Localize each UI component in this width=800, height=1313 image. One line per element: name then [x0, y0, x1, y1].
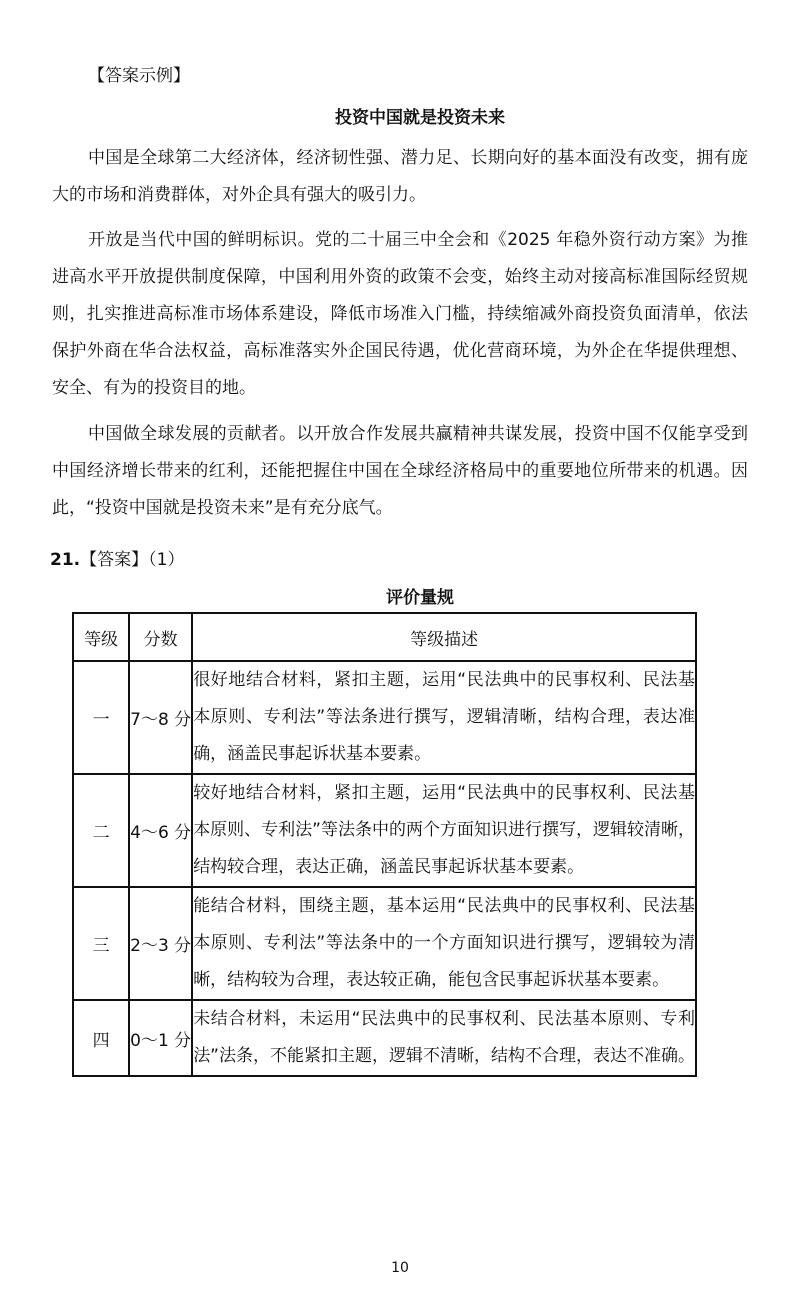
table-row — [73, 661, 696, 774]
header-level: 等级 — [73, 613, 129, 661]
table-header-row — [73, 613, 696, 661]
essay-line: 则，扎实推进高标准市场体系建设，降低市场准入门槛，持续缩减外商投资负面清单，依法 — [52, 304, 748, 324]
answer-example-label: 【答案示例】 — [88, 66, 190, 86]
essay-line: 此，“投资中国就是投资未来”是有充分底气。 — [52, 498, 393, 518]
description-cell — [192, 774, 696, 887]
essay-line: 开放是当代中国的鲜明标识。党的二十届三中全会和《2025 年稳外资行动方案》为推 — [88, 230, 748, 250]
score-cell: 0～1 分 — [129, 1000, 192, 1076]
table-row — [73, 774, 696, 887]
description-line: 未结合材料，未运用“民法典中的民事权利、民法基本原则、专利 — [193, 1009, 695, 1029]
question-header — [50, 550, 184, 570]
question-number: 21. — [50, 550, 81, 570]
table-row — [73, 887, 696, 1000]
description-cell — [192, 661, 696, 774]
essay-title: 投资中国就是投资未来 — [335, 108, 505, 128]
essay-line: 中国经济增长带来的红利，还能把握住中国在全球经济格局中的重要地位所带来的机遇。因 — [52, 461, 748, 481]
description-line: 晰，结构较为合理，表达较正确，能包含民事起诉状基本要素。 — [193, 970, 670, 990]
description-cell — [192, 887, 696, 1000]
essay-line: 中国做全球发展的贡献者。以开放合作发展共赢精神共谋发展，投资中国不仅能享受到 — [88, 424, 748, 444]
table-row — [73, 1000, 696, 1076]
description-line: 本原则、专利法”等法条中的两个方面知识进行撰写，逻辑较清晰， — [193, 820, 695, 840]
essay-line: 保护外商在华合法权益，高标准落实外企国民待遇，优化营商环境，为外企在华提供理想、 — [52, 341, 748, 361]
description-line: 确，涵盖民事起诉状基本要素。 — [193, 744, 432, 764]
description-line: 结构较合理，表达正确，涵盖民事起诉状基本要素。 — [193, 857, 585, 877]
description-line: 能结合材料，围绕主题，基本运用“民法典中的民事权利、民法基 — [193, 896, 695, 916]
header-description: 等级描述 — [192, 613, 696, 661]
level-cell: 三 — [73, 887, 129, 1000]
essay-line: 中国是全球第二大经济体，经济韧性强、潜力足、长期向好的基本面没有改变，拥有庞 — [88, 148, 748, 168]
question-part: （1） — [148, 550, 185, 570]
page-number: 10 — [391, 1260, 409, 1276]
description-line: 很好地结合材料，紧扣主题，运用“民法典中的民事权利、民法基 — [193, 670, 695, 690]
description-line: 本原则、专利法”等法条进行撰写，逻辑清晰，结构合理，表达准 — [193, 707, 695, 727]
score-cell: 7～8 分 — [129, 661, 192, 774]
essay-line: 进高水平开放提供制度保障，中国利用外资的政策不会变，始终主动对接高标准国际经贸规 — [52, 267, 748, 287]
description-line: 法”法条，不能紧扣主题，逻辑不清晰，结构不合理，表达不准确。 — [193, 1046, 695, 1066]
essay-line: 安全、有为的投资目的地。 — [52, 378, 256, 398]
level-cell: 一 — [73, 661, 129, 774]
header-score: 分数 — [129, 613, 192, 661]
description-line: 本原则、专利法”等法条中的一个方面知识进行撰写，逻辑较为清 — [193, 933, 695, 953]
question-label: 【答案】 — [80, 550, 149, 570]
rubric-title: 评价量规 — [386, 588, 454, 608]
level-cell: 二 — [73, 774, 129, 887]
score-cell: 2～3 分 — [129, 887, 192, 1000]
rubric-table — [72, 612, 697, 1077]
description-line: 较好地结合材料，紧扣主题，运用“民法典中的民事权利、民法基 — [193, 783, 695, 803]
score-cell: 4～6 分 — [129, 774, 192, 887]
description-cell — [192, 1000, 696, 1076]
essay-line: 大的市场和消费群体，对外企具有强大的吸引力。 — [52, 185, 426, 205]
level-cell: 四 — [73, 1000, 129, 1076]
